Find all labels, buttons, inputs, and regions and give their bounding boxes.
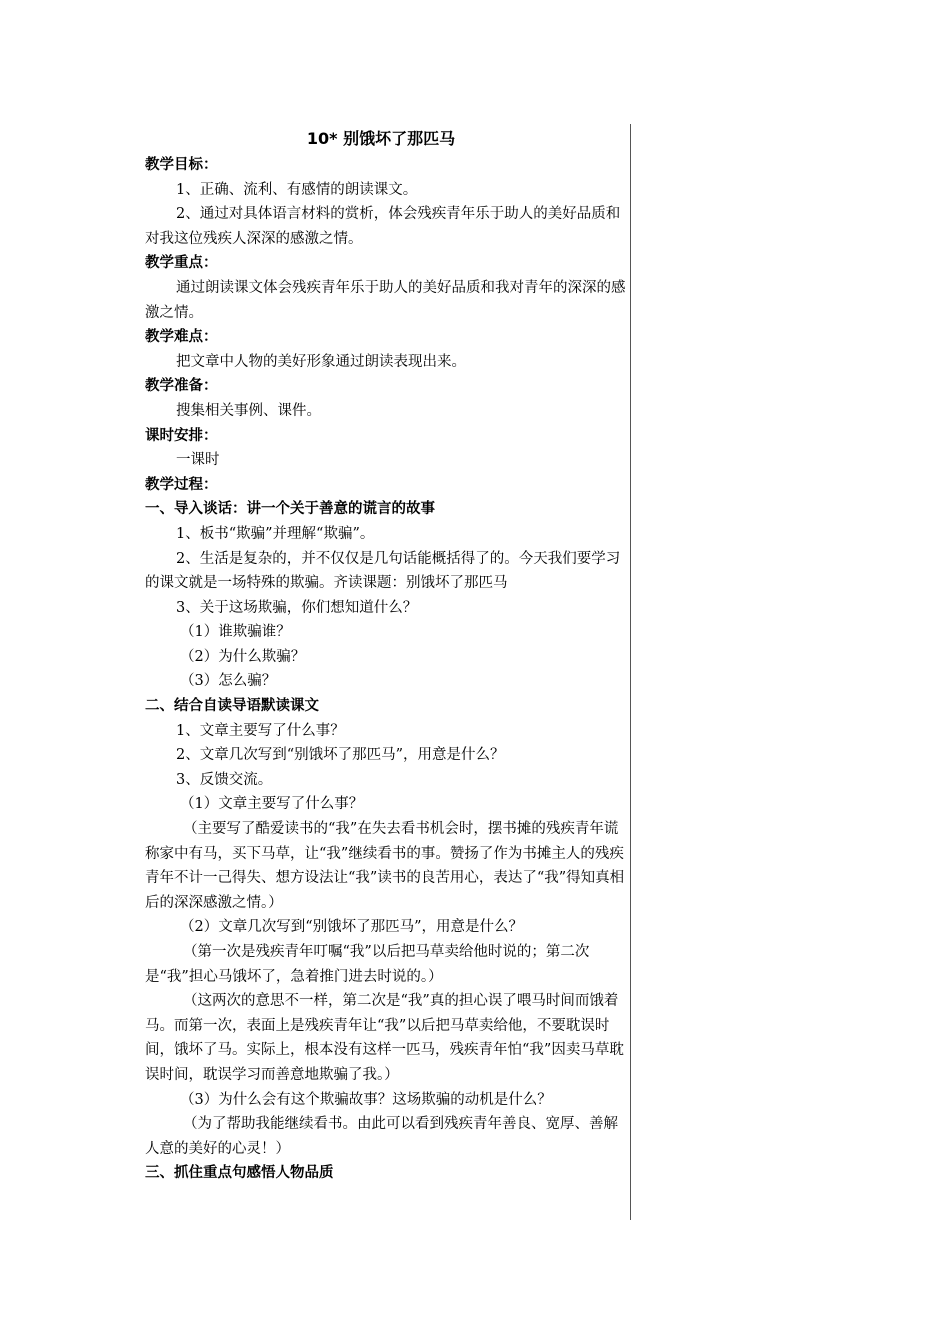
answer-paragraph: （主要写了酷爱读书的“我”在失去看书机会时，摆书摊的残疾青年谎称家中有马，买下马草，让“我”继续看书的事。赞扬了作为书摊主人的残疾青年不计一己得失、想方设法让“我”读书的良苦用心，表达了“我”得知真相后的深深感激之情。）: [145, 821, 625, 911]
heading-preparation: 教学准备：: [145, 378, 218, 395]
lesson-title: 10* 别饿坏了那匹马: [306, 129, 456, 148]
sub-question: （3）为什么会有这个欺骗故事？这场欺骗的动机是什么？: [180, 1091, 552, 1108]
answer-paragraph: （为了帮助我能继续看书。由此可以看到残疾青年善良、宽厚、善解人意的美好的心灵！）: [145, 1116, 618, 1157]
heading-schedule: 课时安排：: [145, 427, 218, 444]
step-item: 3、关于这场欺骗，你们想知道什么？: [176, 599, 418, 616]
preparation-text: 搜集相关事例、课件。: [176, 402, 321, 419]
schedule-text: 一课时: [176, 452, 220, 469]
sub-question: （2）文章几次写到“别饿坏了那匹马”，用意是什么？: [180, 919, 524, 936]
step-item: 1、板书“欺骗”并理解“欺骗”。: [176, 525, 375, 542]
goal-item: 2、通过对具体语言材料的赏析，体会残疾青年乐于助人的美好品质和对我这位残疾人深深的感激之情。: [145, 206, 621, 247]
sub-question: （3）怎么骗？: [180, 673, 277, 690]
sub-question: （2）为什么欺骗？: [180, 648, 306, 665]
key-point-text: 通过朗读课文体会残疾青年乐于助人的美好品质和我对青年的深深的感激之情。: [145, 279, 626, 321]
step-item: 1、文章主要写了什么事？: [176, 722, 345, 739]
heading-goals: 教学目标：: [145, 157, 218, 173]
step-item: 2、生活是复杂的，并不仅仅是几句话能概括得了的。今天我们要学习的课文就是一场特殊的欺骗。齐读课题：别饿坏了那匹马: [145, 550, 621, 592]
sub-question: （1）文章主要写了什么事？: [180, 796, 364, 813]
lesson-body: [145, 153, 627, 1186]
step-item: 3、反馈交流。: [176, 771, 273, 788]
heading-key-points: 教学重点：: [145, 255, 218, 272]
section-heading: 一、导入谈话：讲一个关于善意的谎言的故事: [145, 501, 435, 518]
section-heading: 三、抓住重点句感悟人物品质: [145, 1165, 334, 1182]
sub-question: （1）谁欺骗谁？: [180, 624, 291, 641]
difficulty-text: 把文章中人物的美好形象通过朗读表现出来。: [176, 353, 466, 370]
margin-rule: [630, 124, 631, 1220]
goal-item: 1、正确、流利、有感情的朗读课文。: [176, 181, 418, 198]
step-item: 2、文章几次写到“别饿坏了那匹马”，用意是什么？: [176, 747, 505, 764]
section-heading: 二、结合自读导语默读课文: [145, 698, 319, 715]
answer-paragraph: （第一次是残疾青年叮嘱“我”以后把马草卖给他时说的；第二次是“我”担心马饿坏了，急着推门进去时说的。）: [145, 944, 590, 985]
heading-process: 教学过程：: [145, 476, 218, 493]
answer-paragraph: （这两次的意思不一样，第二次是“我”真的担心误了喂马时间而饿着马。而第一次，表面上是残疾青年让“我”以后把马草卖给他，不要耽误时间，饿坏了马。实际上，根本没有这样一匹马，残疾青年怕“我”因卖马草耽误时间，耽误学习而善意地欺骗了我。）: [145, 993, 624, 1083]
heading-difficulties: 教学难点：: [145, 329, 218, 346]
